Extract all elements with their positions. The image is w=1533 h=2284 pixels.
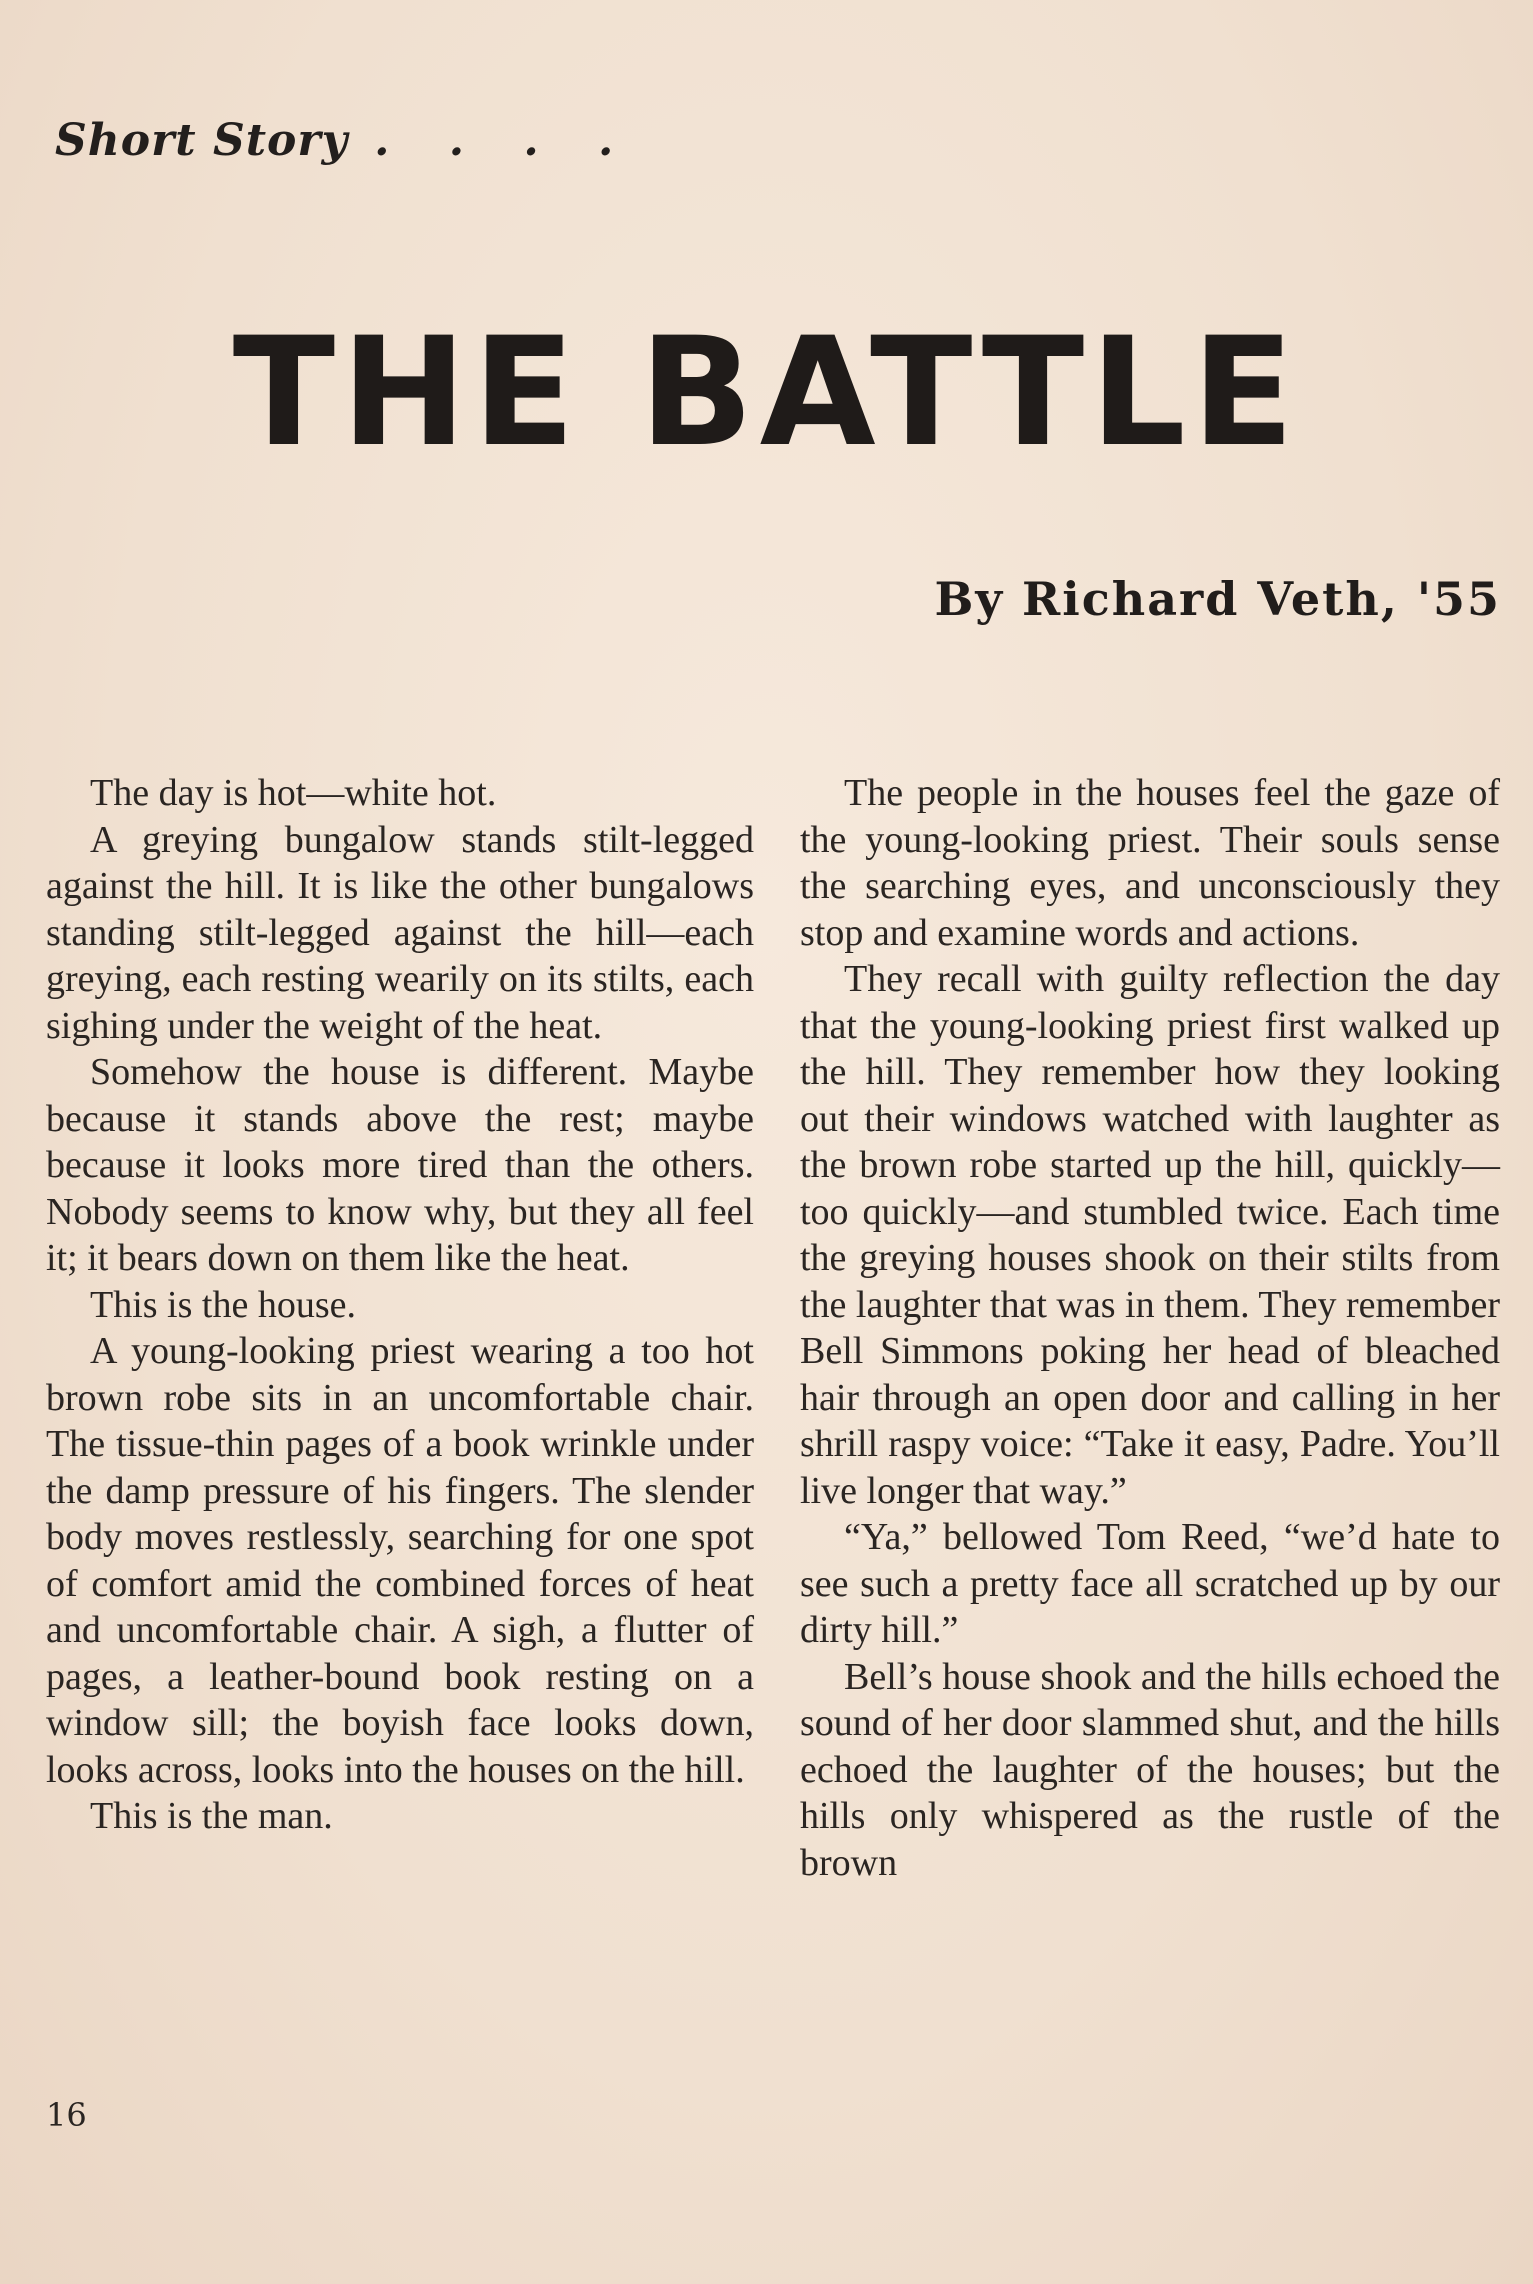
article-byline: By Richard Veth, '55	[934, 572, 1501, 626]
paragraph: A greying bungalow stands stilt-legged against the hill. It is like the other bungalows standing stilt-legged against the hill—each greying, each resting wearily on its stilts, each sighing under the weight of the heat.	[46, 818, 754, 1047]
page-number: 16	[46, 2096, 87, 2134]
article-title: THE BATTLE	[232, 306, 1301, 480]
paragraph: Somehow the house is different. Maybe because it stands above the rest; maybe because it looks more tired than the others. Nobody seems to know why, but they all feel it; it bears down on them like the heat.	[46, 1051, 754, 1279]
section-label	[55, 115, 635, 166]
paragraph: This is the house.	[90, 1283, 356, 1326]
paragraph: The day is hot—white hot.	[90, 772, 497, 814]
right-text-column	[800, 770, 1500, 1886]
paragraph: “Ya,” bellowed Tom Reed, “we’d hate to see such a pretty face all scratched up by our dirty hill.”	[800, 1516, 1500, 1651]
paragraph: They recall with guilty reflection the day that the young-looking priest first walked up the hill. They remember how they looking out their windows watched with laughter as the brown robe started up the hill, quickly—too quickly—and stumbled twice. Each time the greying houses shook on their stilts from the laughter that was in them. They remember Bell Simmons poking her head of bleached hair through an open door and calling in her shrill raspy voice: “Take it easy, Padre. You’ll live longer that way.”	[800, 958, 1500, 1512]
left-text-column	[46, 770, 754, 1840]
section-label-dots: . . . .	[374, 115, 636, 166]
paragraph: Bell’s house shook and the hills echoed the sound of her door slammed shut, and the hills echoed the laughter of the houses; but the hills only whispered as the rustle of the brown	[800, 1655, 1500, 1884]
section-label-text: Short Story	[55, 115, 349, 166]
paragraph: A young-looking priest wearing a too hot brown robe sits in an uncomfortable chair. The tissue-thin pages of a book wrinkle under the damp pressure of his fingers. The slender body moves restlessly, searching for one spot of comfort amid the combined forces of heat and uncomfortable chair. A sigh, a flutter of pages, a leather-bound book resting on a window sill; the boyish face looks down, looks across, looks into the houses on the hill.	[46, 1330, 754, 1791]
paragraph: The people in the houses feel the gaze of the young-looking priest. Their souls sense the searching eyes, and unconsciously they stop and examine words and actions.	[800, 772, 1500, 954]
paragraph: This is the man.	[90, 1795, 333, 1837]
